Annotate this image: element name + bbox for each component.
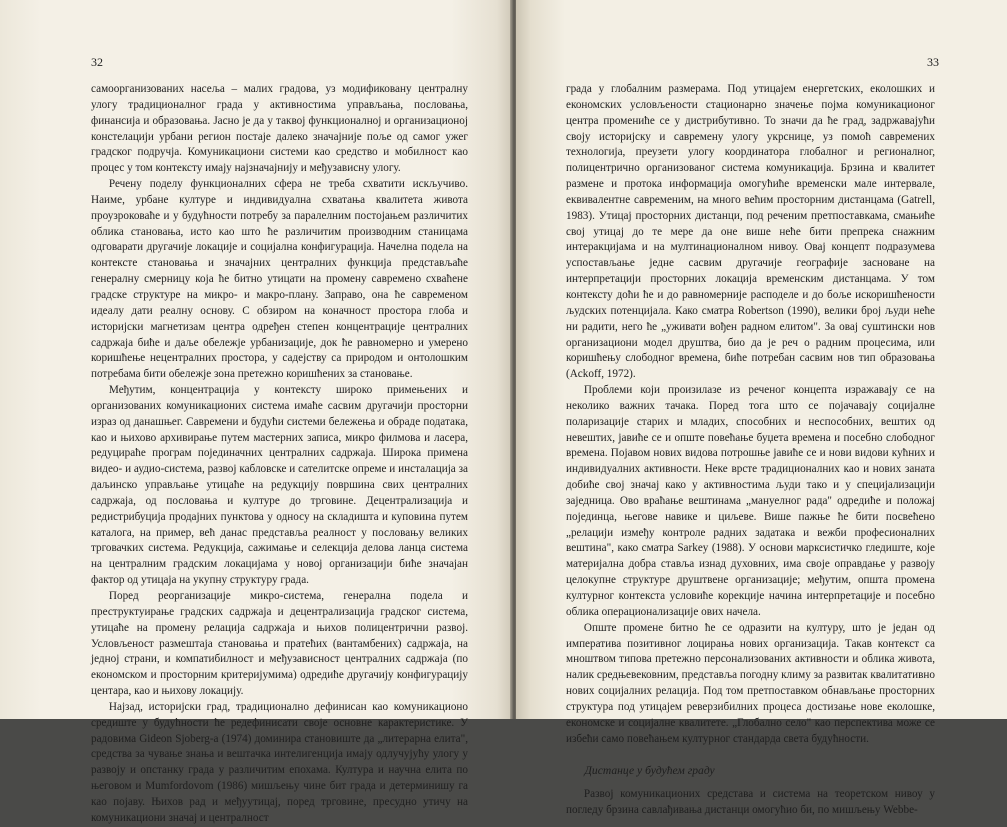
paragraph: самоорганизованих насеља – малих градова, уз модификовану централну улогу традиционалног града у активностима управљања, пословања, финансија и образовања. Јасно је да у таквој функционалној и организационој констелацији урбани регион постаје далеко значајније поље од самог ужег градског подручја. Комуникациони системи као средство и мобилност као процес у том контексту имају најзначајнију и међузависну улогу. [91, 83, 468, 175]
right-page-body [566, 82, 935, 819]
paragraph: Међутим, концентрација у контексту широко примењених и организованих комуникационих система имаће сасвим другачији просторни израз од данашњег. Савремени и будући системи бележења и обраде података, као и њихово архивирање путем мастерних записа, микро филмова и ласера, редуцираће програм појединачних централних садржаја. Широка примена видео- и аудио-система, развој кабловске и сателитске опреме и инсталација за даљинско управљање утицаће на редукцију површина свих централних садржаја, од пословања и културе до трговине. Децентрализација и редистрибуција продајних пунктова у односу на складишта и куповина путем каталога, на пример, већ данас представља реалност у пословању великих трговачких система. Редукција, сажимање и селекција делова ланца система на централним градским локацијама у новој организацији биће значајан фактор од утицаја на укупну структуру града. [91, 384, 468, 587]
page-number-left: 32 [91, 55, 103, 69]
paragraph: Развој комуникационих средстава и система на теоретском нивоу у погледу брзина савлађивања дистанци омогућио би, по мишљењу Webbe- [566, 788, 935, 817]
section-heading: Дистанце у будућем граду [584, 764, 715, 778]
paragraph: Опште промене битно ће се одразити на културу, што је један од императива позитивног лоцирања нових организација. Такав контекст са мноштвом типова претежно персонализованих активности и облика живота, налик средњевековним, представља погодну климу за развитак квалитативно нових социјалних релација. Под том претпоставком обнављање просторних структура под утицајем реверзибилних процеса достизање нове еколошке, економске и социјалне квалитете. „Глобално село" као перспектива може се избећи само повећањем културног стандарда света будућности. [566, 621, 935, 745]
paragraph: града у глобалним размерама. Под утицајем енергетских, еколошких и економских условљености стационарно значење појма комуникационог центра промениће се у дистрибутивно. То значи да ће град, задржавајући своју историјску и савремену улогу укрснице, уз помоћ савремених технологија, преузети улогу координатора глобалног и регионалног, полицентрично организованог система комуникација. Брзина и квалитет размене и протока информација омогућиће временски мале интервале, еквивалентне савременим, на много већим просторним дистанцама (Gatrell, 1983). Утицај просторних дистанци, под реченим претпоставкама, смањиће свој утицај до те мере да оне више неће бити препрека снажним интеракцијама и на мултинационалном нивоу. Овај концепт подразумева успостављање једне сасвим другачије географије засноване на интерпретацији просторних локација временским дистанцама. У том контексту доћи ће и до равномерније расподеле и до боље искоришћености људских потенцијала. Како сматра Robertson (1990), велики број људи неће ни радити, него ће „уживати вођен радном елитом". За овај суштински нов организациони модел друштва, био да је реч о радним процесима, или коришћењу слободног времена, биће потребан сасвим нов тип образовања (Ackoff, 1972). [566, 83, 935, 381]
left-page-body [91, 82, 468, 827]
paragraph: Речену поделу функционалних сфера не треба схватити искључиво. Наиме, урбане културе и индивидуална схватања квалитета живота проузроковаће и у будућности потребу за паралелним постојањем различитих облика становања, исто као што ће различитим производним станицама одговарати другачије локације и социјална конфигурација. Начелна подела на контексте становања и значајних централних функција представљаће генералну смерницу која ће битно утицати на промену савремено схваћене градске структуре на микро- и макро-плану. Заправо, она ће савременом идеалу дати реалну основу. С обзиром на коначност простора глоба и историјски магнетизам центра одређен степен концентрације централних садржаја биће и даље обележје урбанизације, док ће равномерно и умерено коришћење нецентралних простора, у садејству са природом и онтолошким потребама бити обележје зона претежно коришћених за становање. [91, 178, 468, 381]
page-number-right: 33 [927, 55, 939, 69]
paragraph: Проблеми који произилазе из реченог концепта изражавају се на неколико важних тачака. Поред тога што се појачавају социјалне поларизације старих и младих, способних и неспособних, вештих од невештих, јавиће се и опште повећање буџета времена и посебно слободног времена. Појавом нових видова потрошње јавиће се и нови видови кућних и индивидуалних активности. Неке врсте традиционалних као и нових заната добиће свој значај како у активностима људи тако и у специјализацији заједница. Ово враћање вештинама „мануелног рада" одредиће и положај појединца, његове навике и циљеве. Више пажње ће бити посвећено „релацији између контроле радних задатака и вежби професионалних вештина", како сматра Sarkey (1988). У основи марксистичко гледиште, које материјална добра ставља изнад духовних, има своје оправдање у развоју целокупне структуре друштвене организације; међутим, општа промена културног контекста условиће корекције начина интерпретације и посебно облика операционализације ових начела. [566, 384, 935, 618]
paragraph: Поред реорганизације микро-система, генерална подела и преструктуирање градских садржаја и децентрализација градског система, утицаће на промену релација садржаја и њихов полицентрични развој. Условљеност размештаја становања и пратећих (вантамбених) садржаја, на једној страни, и компатибилност и међузависност централних садржаја (по економском и просторним критеријумима) одредиће другачију конфигурацију центара, као и њихову локацију. [91, 590, 468, 698]
paragraph: Најзад, историјски град, традиционално дефинисан као комуникационо средиште у будућности ће редефинисати своје основне карактеристике. У радовима Gideon Sjoberg-а (1974) доминира становиште да „литерарна елита", средства за чување знања и вештачка интелигенција имају одлучујућу улогу у развоју и опстанку града у различитим епохама. Култура и научна елита по његовом и Mumfordovom (1986) мишљењу чине бит града и детерминишу га као појаву. Њихов рад и међуутицај, поред трговине, пресудно утичу на комуникациони значај и централност [91, 700, 468, 824]
right-page [516, 0, 1007, 817]
